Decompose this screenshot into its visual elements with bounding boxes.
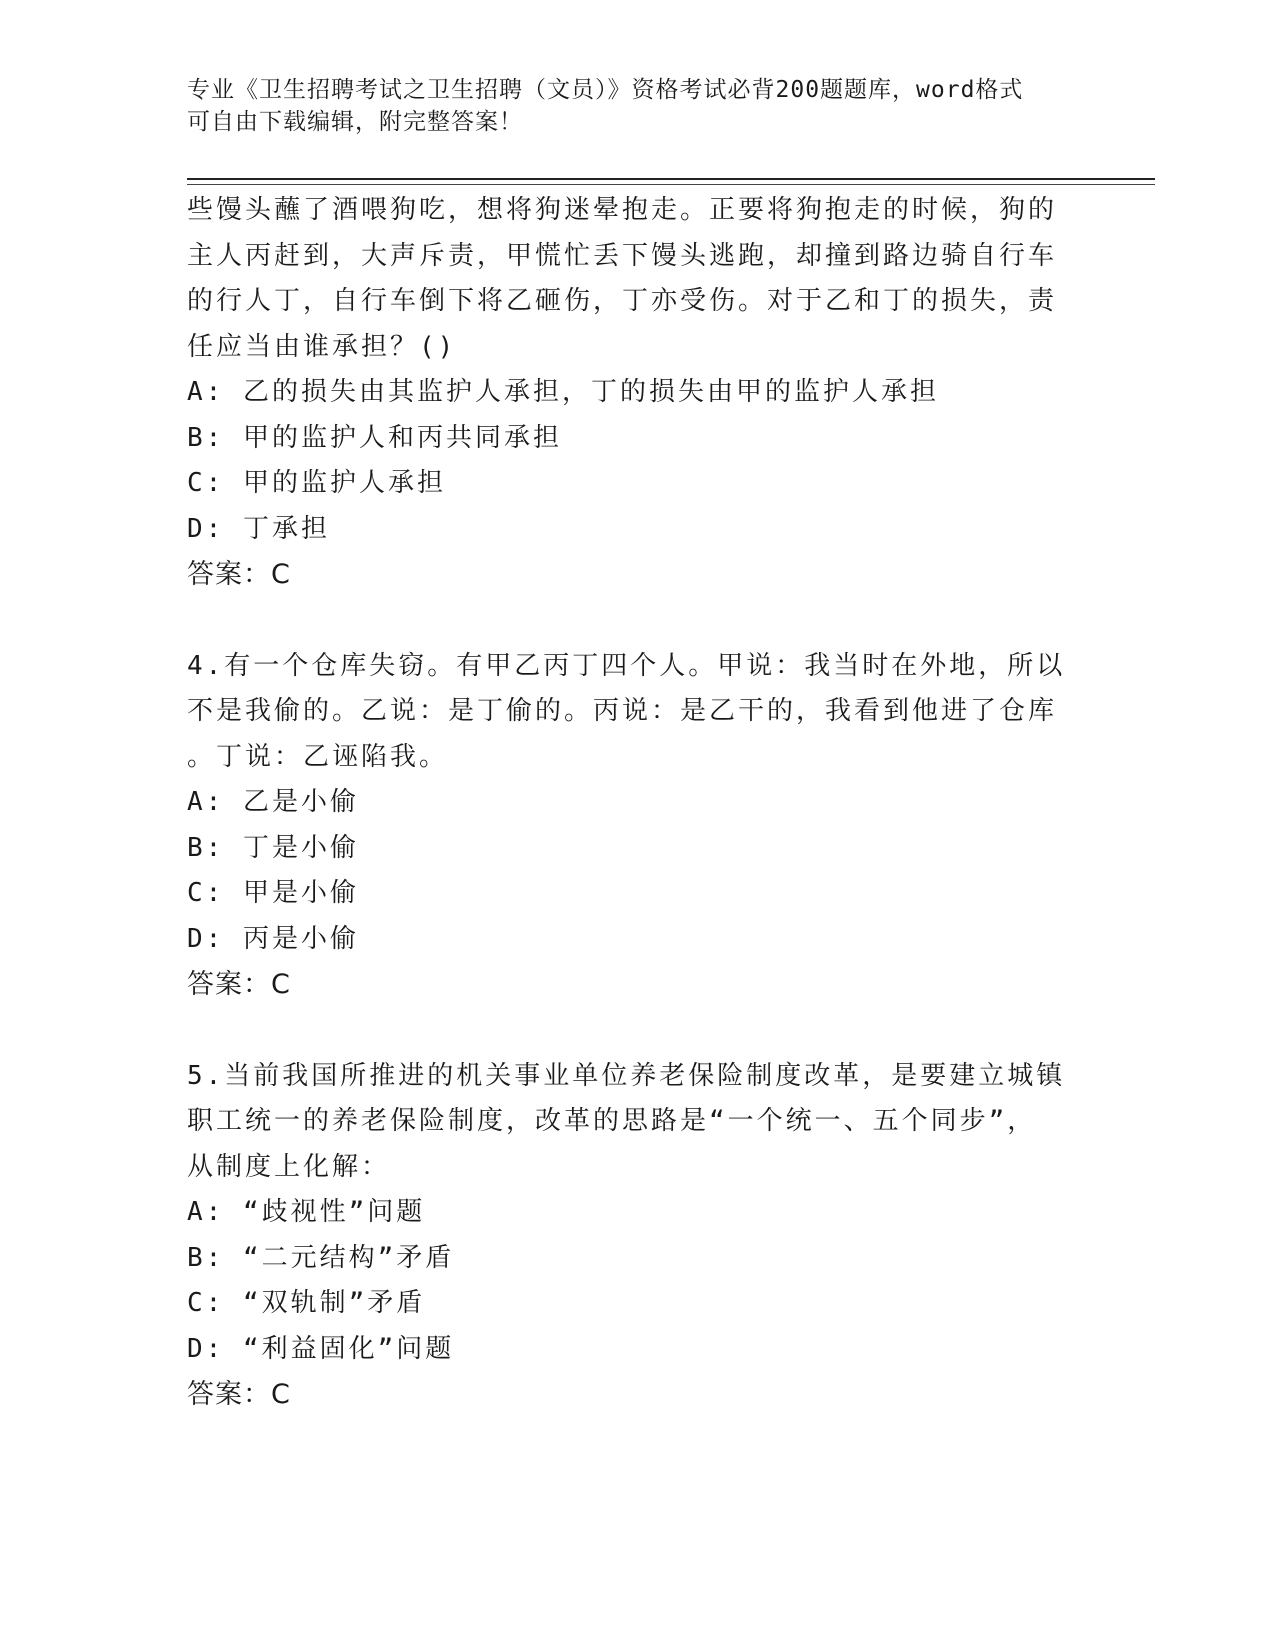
question-3 [187,188,1067,598]
question-5 [187,1054,1067,1418]
question-4 [187,644,1067,1008]
option-d: D: “利益固化”问题 [187,1333,455,1364]
option-a: A: 乙的损失由其监护人承担，丁的损失由甲的监护人承担 [187,377,939,407]
option-d: D: 丙是小偷 [187,923,359,954]
question-stem-line: 些馒头蘸了酒喂狗吃，想将狗迷晕抱走。正要将狗抱走的时候，狗的 [187,195,1058,225]
header-title-line-1: 专业《卫生招聘考试之卫生招聘（文员）》资格考试必背200题题库，word格式 [187,77,1024,103]
question-spacer [187,1008,1067,1054]
option-c: C: “双轨制”矛盾 [187,1288,426,1318]
option-c: C: 甲的监护人承担 [187,468,446,498]
option-c: C: 甲是小偷 [187,878,359,908]
answer-label: 答案：C [187,1379,291,1410]
question-stem-line: 从制度上化解： [187,1151,391,1182]
answer-label: 答案：C [187,969,291,1000]
option-a: A: 乙是小偷 [187,787,359,817]
question-stem-line: 职工统一的养老保险制度，改革的思路是“一个统一、五个同步”， [187,1106,1037,1136]
question-stem-line: 5.当前我国所推进的机关事业单位养老保险制度改革，是要建立城镇 [187,1060,1066,1091]
question-list [187,188,1067,1418]
question-stem-line: 4.有一个仓库失窃。有甲乙丙丁四个人。甲说：我当时在外地，所以 [187,650,1066,681]
header-title-line-2: 可自由下载编辑，附完整答案！ [187,109,523,135]
option-b: B: 甲的监护人和丙共同承担 [187,422,562,453]
question-stem-line: 主人丙赶到，大声斥责，甲慌忙丢下馒头逃跑，却撞到路边骑自行车 [187,240,1058,271]
header-divider-thick [187,178,1155,180]
question-stem-line: 不是我偷的。乙说：是丁偷的。丙说：是乙干的，我看到他进了仓库 [187,696,1058,726]
question-spacer [187,598,1067,644]
option-b: B: “二元结构”矛盾 [187,1242,455,1273]
option-d: D: 丁承担 [187,513,330,544]
question-stem-line: 任应当由谁承担？() [187,331,457,362]
question-stem-line: 的行人丁，自行车倒下将乙砸伤，丁亦受伤。对于乙和丁的损失，责 [187,286,1058,316]
question-stem-line: 。丁说：乙诬陷我。 [187,741,449,772]
document-header [187,74,1067,138]
option-a: A: “歧视性”问题 [187,1197,426,1227]
header-divider-thin [187,184,1155,185]
option-b: B: 丁是小偷 [187,832,359,863]
answer-label: 答案：C [187,559,291,590]
